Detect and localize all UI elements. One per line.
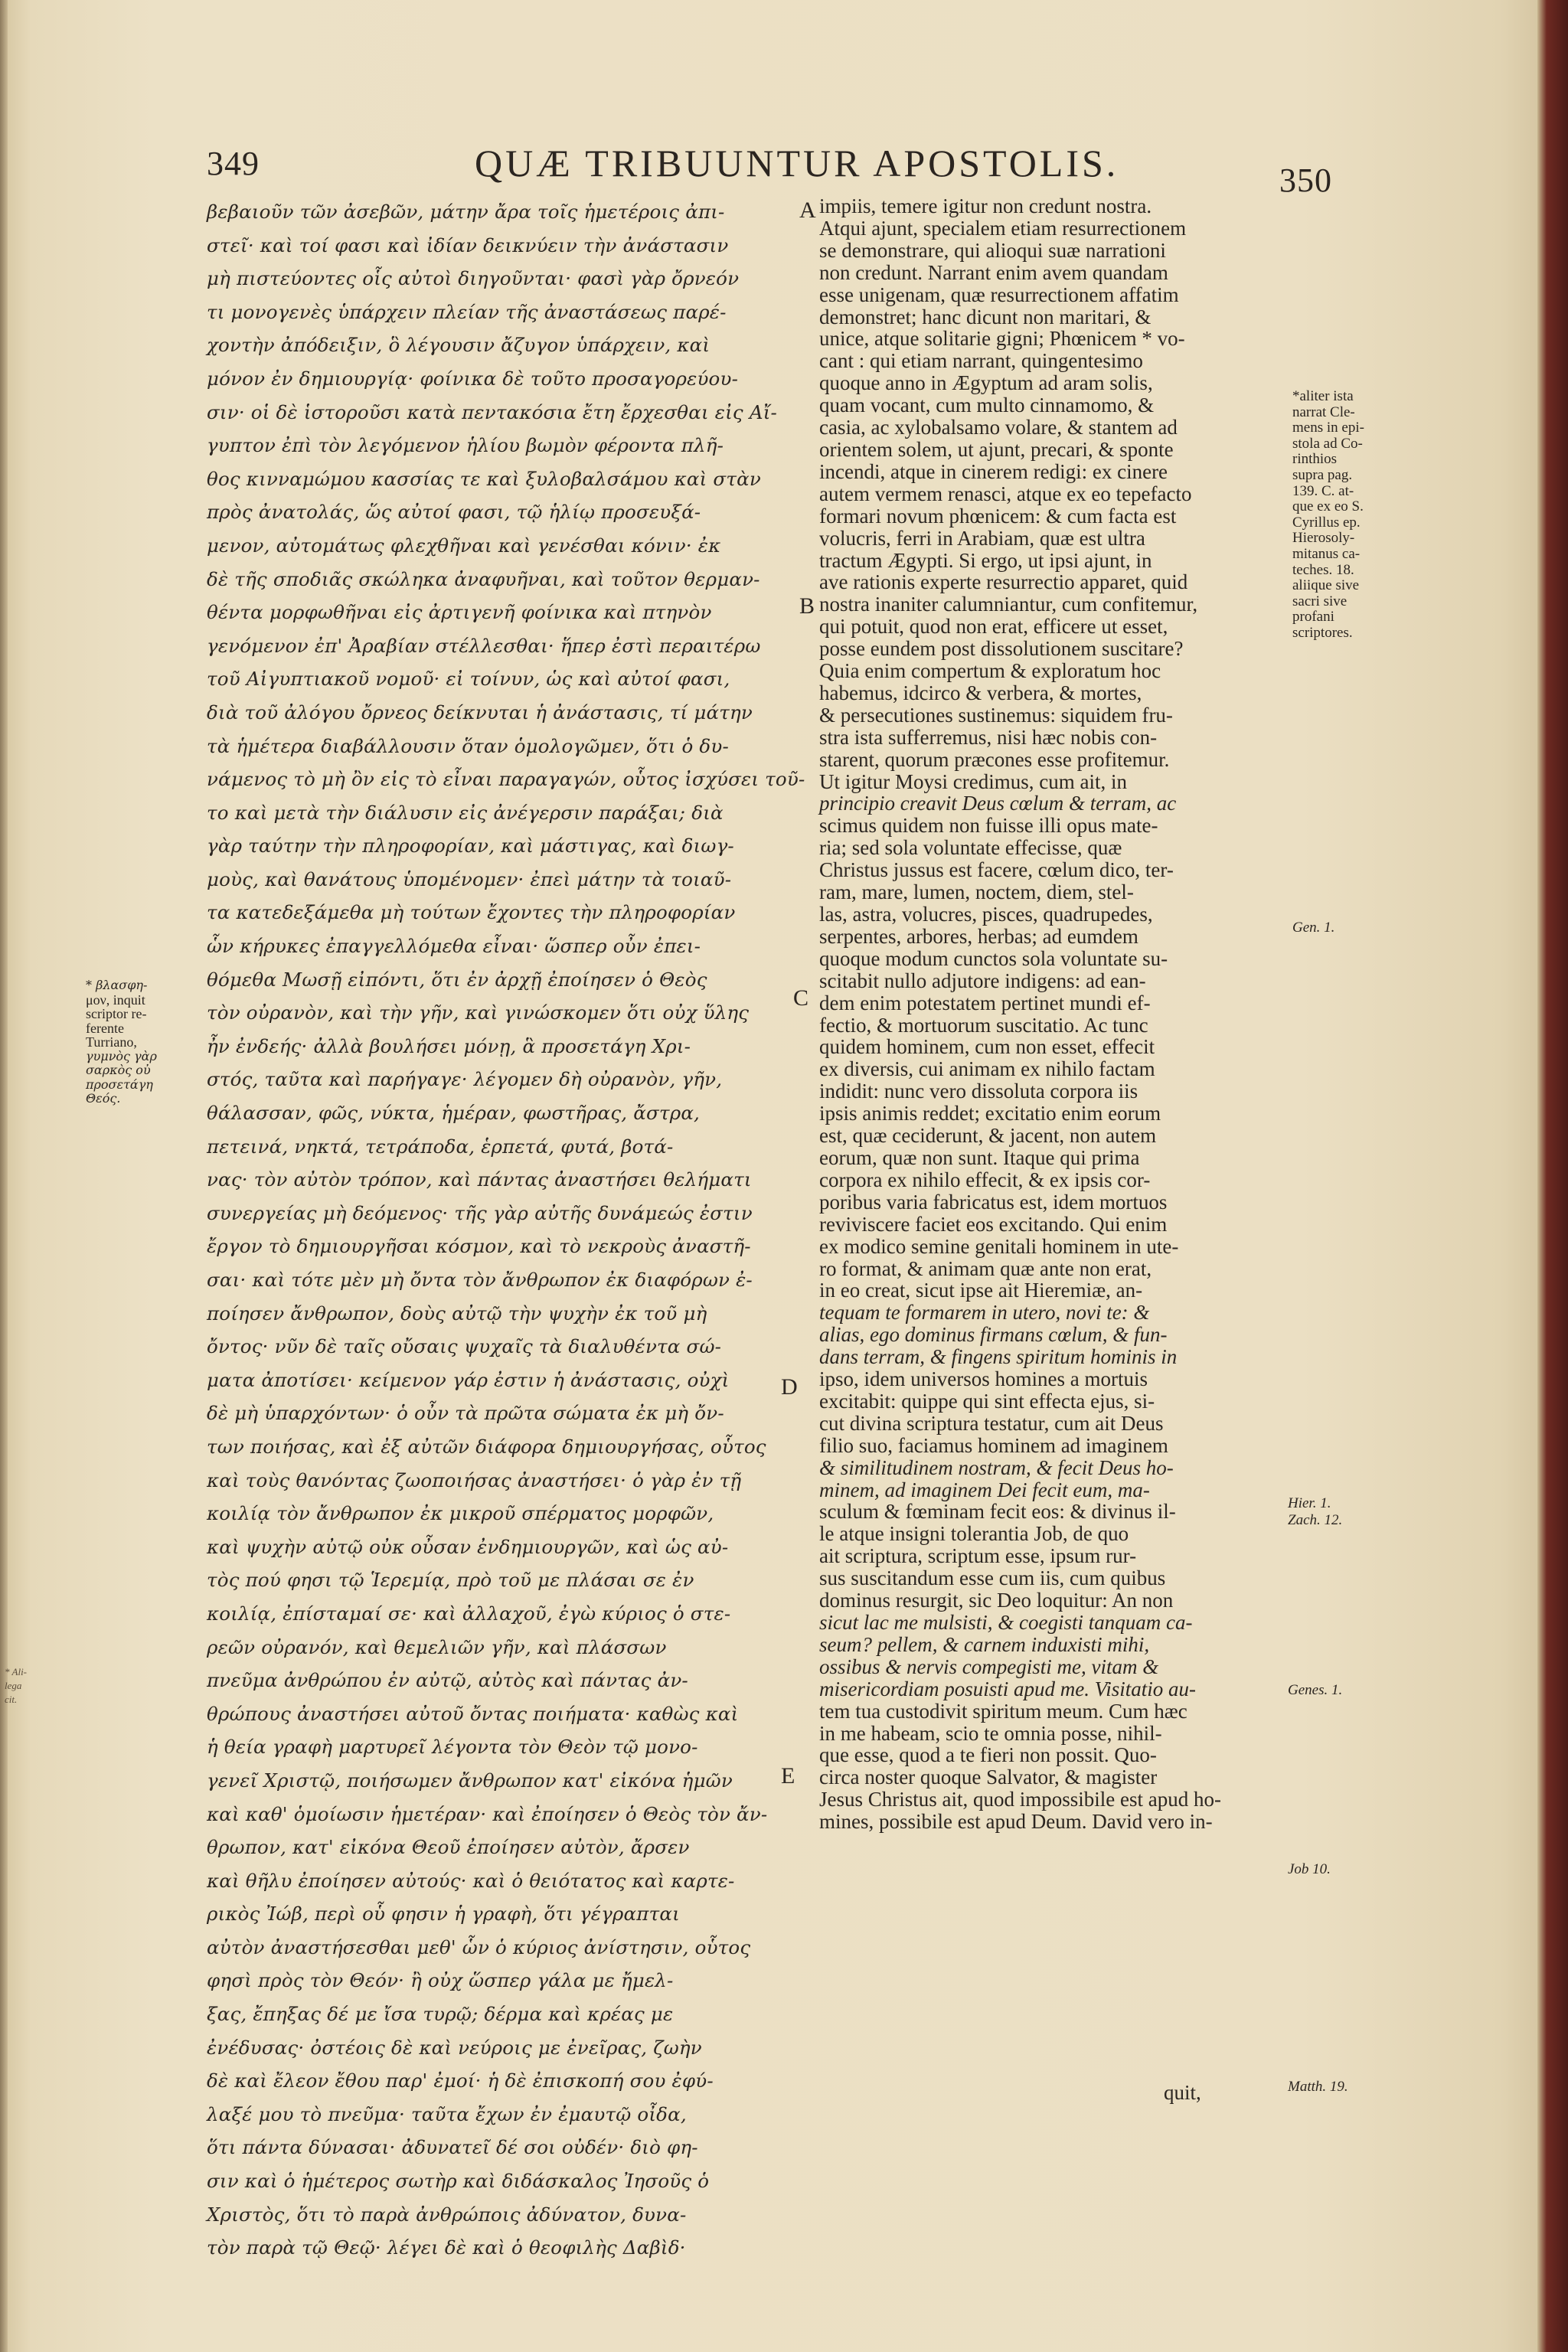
- text-line: γυμνὸς γὰρ: [86, 1048, 157, 1063]
- text-line: ρεῶν οὐρανόν, καὶ θεμελιῶν γῆν, καὶ πλάσσων: [207, 1635, 667, 1658]
- text-line: στός, ταῦτα καὶ παρήγαγε· λέγομεν δὴ οὐρανὸν, γῆν,: [207, 1068, 723, 1091]
- text-line: κοιλίᾳ, ἐπίσταμαί σε· καὶ ἀλλαχοῦ, ἐγὼ κύριος ὁ στε-: [207, 1602, 731, 1625]
- text-line: δὲ καὶ ἔλεον ἔθου παρ' ἐμοί· ἡ δὲ ἐπισκοπή σου ἐφύ-: [207, 2069, 714, 2092]
- text-line: ipso, idem universos homines a mortuis: [819, 1367, 1148, 1391]
- margin-note-right: [1292, 389, 1407, 642]
- text-line: γὰρ ταύτην τὴν πληροφορίαν, καὶ μάστιγας, καὶ διωγ-: [207, 835, 734, 858]
- text-line: Christus jussus est facere, cœlum dico, ter-: [819, 858, 1174, 882]
- text-line: tractum Ægypti. Si ergo, ut ipsi ajunt, in: [819, 548, 1152, 572]
- section-letter-b: B: [799, 593, 815, 619]
- margin-ref-zach: Zach. 12.: [1288, 1512, 1343, 1528]
- running-title: QUÆ TRIBUUNTUR APOSTOLIS.: [475, 142, 1119, 185]
- text-line: το καὶ μετὰ τὴν διάλυσιν εἰς ἀνέγερσιν παράξαι; διὰ: [207, 801, 724, 824]
- text-line: καὶ τοὺς θανόντας ζωοποιήσας ἀναστήσει· ὁ γὰρ ἐν τῇ: [207, 1468, 742, 1491]
- margin-note-edge: [5, 1665, 28, 1707]
- text-line: lega: [5, 1680, 22, 1691]
- text-line: cant : qui etiam narrant, quingentesimo: [819, 349, 1143, 373]
- text-line: reviviscere faciet eos excitando. Qui enim: [819, 1212, 1168, 1236]
- text-line: μὴ πιστεύοντες οἷς αὐτοὶ διηγοῦνται· φασὶ γὰρ ὄρνεόν: [207, 267, 740, 290]
- text-line: τοῦ Αἰγυπτιακοῦ νομοῦ· εἰ τοίνυν, ὡς καὶ αὐτοί φασι,: [207, 668, 730, 691]
- page-number-left: 349: [207, 145, 260, 182]
- text-line: excitabit: quippe qui sint effecta ejus, si-: [819, 1389, 1155, 1413]
- text-line: casia, ac xylobalsamo volare, & stantem ad: [819, 416, 1178, 439]
- text-line: * βλασφη-: [86, 978, 148, 992]
- text-line: διὰ τοῦ ἀλόγου ὄρνεος δείκνυται ἡ ἀνάστασις, τί μάτην: [207, 701, 753, 724]
- text-line: νας· τὸν αὐτὸν τρόπον, καὶ πάντας ἀναστήσει θελήματι: [207, 1168, 752, 1191]
- text-line: mitanus ca-: [1292, 545, 1361, 562]
- margin-ref-genes: Genes. 1.: [1288, 1682, 1343, 1698]
- text-line: indidit: nunc vero dissoluta corpora iis: [819, 1080, 1138, 1103]
- margin-ref-hier: Hier. 1.: [1288, 1495, 1331, 1511]
- text-line: Ut igitur Moysi credimus, cum ait, in: [819, 769, 1127, 793]
- text-line: teches. 18.: [1292, 561, 1354, 578]
- margin-ref-matth: Matth. 19.: [1288, 2079, 1348, 2095]
- page-header: [207, 138, 1332, 199]
- text-line: stra ista sufferremus, nisi hæc nobis con-: [819, 725, 1158, 749]
- text-line: tequam te formarem in utero, novi te: &: [819, 1301, 1150, 1325]
- text-line: esse unigenam, quæ resurrectionem affatim: [819, 283, 1179, 306]
- text-line: σιν· οἱ δὲ ἱστοροῦσι κατὰ πεντακόσια ἔτη ἔρχεσθαι εἰς Αἴ-: [207, 400, 778, 423]
- text-line: quoque anno in Ægyptum ad aram solis,: [819, 371, 1153, 395]
- latin-text-column: [819, 195, 1282, 2247]
- text-line: cit.: [5, 1694, 18, 1705]
- text-line: μόνον ἐν δημιουργίᾳ· φοίνικα δὲ τοῦτο προσαγορεύου-: [207, 367, 739, 390]
- text-line: τὸς πού φησι τῷ Ἱερεμίᾳ, πρὸ τοῦ με πλάσαι σε ἐν: [207, 1569, 694, 1592]
- margin-ref-gen: Gen. 1.: [1292, 920, 1335, 936]
- text-line: eorum, quæ non sunt. Itaque qui prima: [819, 1145, 1140, 1169]
- text-line: ria; sed sola voluntate effecisse, quæ: [819, 836, 1122, 860]
- text-line: unice, atque solitarie gigni; Phœnicem * vo-: [819, 327, 1185, 351]
- text-line: rinthios: [1292, 451, 1338, 468]
- text-line: τὸν παρὰ τῷ Θεῷ· λέγει δὲ καὶ ὁ θεοφιλὴς Δαβὶδ·: [207, 2236, 686, 2259]
- text-line: in eo creat, sicut ipse ait Hieremiæ, an-: [819, 1279, 1143, 1302]
- text-line: Cyrillus ep.: [1292, 514, 1361, 531]
- text-line: sculum & fœminam fecit eos: & divinus il-: [819, 1500, 1176, 1524]
- text-line: starent, quorum præcones esse profitemur.: [819, 747, 1170, 771]
- text-line: cut divina scriptura testatur, cum ait Deus: [819, 1411, 1164, 1435]
- text-line: σαι· καὶ τότε μὲν μὴ ὄντα τὸν ἄνθρωπον ἐκ διαφόρων ἐ-: [207, 1269, 753, 1291]
- binding-left-edge: [0, 0, 8, 2352]
- margin-note-left: [86, 978, 201, 1106]
- text-line: scriptor re-: [86, 1006, 147, 1021]
- text-line: καὶ ψυχὴν αὐτῷ οὐκ οὖσαν ἐνδημιουργῶν, καὶ ὡς αὐ-: [207, 1535, 729, 1558]
- text-line: alias, ego dominus firmans cœlum, & fun-: [819, 1323, 1168, 1347]
- text-line: formari novum phœnicem: & cum facta est: [819, 504, 1177, 528]
- text-line: ἔργον τὸ δημιουργῆσαι κόσμον, καὶ τὸ νεκροὺς ἀναστῆ-: [207, 1235, 751, 1258]
- text-line: quoque modum cunctos sola voluntate su-: [819, 946, 1168, 970]
- text-line: θρώπους ἀναστήσει αὐτοῦ ὄντας ποιήματα· καθὼς καὶ: [207, 1702, 739, 1725]
- text-line: ro format, & animam quæ ante non erat,: [819, 1256, 1152, 1280]
- text-line: καὶ θῆλυ ἐποίησεν αὐτούς· καὶ ὁ θειότατος καὶ καρτε-: [207, 1869, 735, 1892]
- text-line: Θεός.: [86, 1091, 121, 1106]
- section-letter-d: D: [781, 1374, 798, 1400]
- text-line: γενεῖ Χριστῷ, ποιήσωμεν ἄνθρωπον κατ' εἰκόνα ἡμῶν: [207, 1769, 733, 1792]
- text-line: las, astra, volucres, pisces, quadrupedes,: [819, 903, 1153, 926]
- text-line: μοὺς, καὶ θανάτους ὑπομένομεν· ἐπεὶ μάτην τὰ τοιαῦ-: [207, 867, 732, 890]
- text-line: προσετάγη: [86, 1076, 153, 1092]
- text-line: Jesus Christus ait, quod impossibile est apud ho-: [819, 1788, 1221, 1811]
- text-line: μον, inquit: [86, 991, 145, 1008]
- text-line: seum? pellem, & carnem induxisti mihi,: [819, 1632, 1150, 1656]
- text-line: δὲ τῆς σποδιᾶς σκώληκα ἀναφυῆναι, καὶ τοῦτον θερμαν-: [207, 567, 760, 590]
- text-line: sicut lac me mulsisti, & coegisti tanquam ca-: [819, 1611, 1193, 1634]
- text-line: circa noster quoque Salvator, & magister: [819, 1766, 1158, 1789]
- text-line: quidem hominem, cum non esset, effecit: [819, 1035, 1155, 1059]
- text-line: Atqui ajunt, specialem etiam resurrectionem: [819, 216, 1187, 240]
- text-line: aliique sive: [1292, 577, 1360, 594]
- text-line: narrat Cle-: [1292, 403, 1355, 420]
- text-line: ex diversis, cui animam ex nihilo factam: [819, 1057, 1155, 1081]
- text-line: tem tua custodivit spiritum meum. Cum hæc: [819, 1699, 1187, 1723]
- text-line: stola ad Co-: [1292, 435, 1363, 452]
- text-line: 139. C. at-: [1292, 482, 1354, 499]
- text-line: volucris, ferri in Arabiam, quæ est ultra: [819, 526, 1145, 550]
- text-line: σιν καὶ ὁ ἡμέτερος σωτὴρ καὶ διδάσκαλος Ἰησοῦς ὁ: [207, 2170, 710, 2193]
- text-line: κοιλίᾳ τὸν ἄνθρωπον ἐκ μικροῦ σπέρματος μορφῶν,: [207, 1502, 714, 1525]
- text-line: scimus quidem non fuisse illi opus mate-: [819, 814, 1158, 838]
- text-line: que esse, quod a te fieri non possit. Quo-: [819, 1743, 1157, 1767]
- text-line: orientem solem, ut ajunt, precari, & sponte: [819, 437, 1174, 461]
- text-line: & similitudinem nostram, & fecit Deus ho-: [819, 1455, 1174, 1479]
- text-line: qui potuit, quod non erat, efficere ut esset,: [819, 615, 1168, 639]
- text-line: θρωπον, κατ' εἰκόνα Θεοῦ ἐποίησεν αὐτὸν, ἄρσεν: [207, 1836, 690, 1859]
- text-line: νάμενος τὸ μὴ ὂν εἰς τὸ εἶναι παραγαγών, οὗτος ἰσχύσει τοῦ-: [207, 768, 805, 791]
- text-line: profani: [1292, 609, 1334, 626]
- section-letter-a: A: [799, 198, 816, 223]
- text-line: ait scriptura, scriptum esse, ipsum rur-: [819, 1544, 1137, 1568]
- text-line: γενόμενον ἐπ' Ἀραβίαν στέλλεσθαι· ἥπερ ἐστὶ περαιτέρω: [207, 634, 761, 657]
- text-line: φησὶ πρὸς τὸν Θεόν· ἢ οὐχ ὥσπερ γάλα με ἤμελ-: [207, 1969, 674, 1992]
- text-line: Turriano,: [86, 1034, 137, 1050]
- text-line: χοντὴν ἀπόδειξιν, ὃ λέγουσιν ἄζυγον ὑπάρχειν, καὶ: [207, 334, 710, 357]
- text-line: & persecutiones sustinemus: siquidem fru-: [819, 703, 1173, 727]
- text-line: misericordiam posuisti apud me. Visitatio au-: [819, 1677, 1196, 1700]
- text-line: quam vocant, cum multo cinnamomo, &: [819, 394, 1155, 417]
- text-line: nostra inaniter calumniantur, cum confitemur,: [819, 593, 1198, 616]
- text-line: θάλασσαν, φῶς, νύκτα, ἡμέραν, φωστῆρας, ἄστρα,: [207, 1102, 701, 1125]
- catchword: quit,: [1164, 2081, 1201, 2104]
- text-line: ὅτι πάντα δύνασαι· ἀδυνατεῖ δέ σοι οὐδέν· διὸ φη-: [207, 2136, 698, 2159]
- text-line: dans terram, & fingens spiritum hominis in: [819, 1345, 1178, 1369]
- text-line: τι μονογενὲς ὑπάρχειν πλείαν τῆς ἀναστάσεως παρέ-: [207, 300, 727, 323]
- text-line: ποίησεν ἄνθρωπον, δοὺς αὐτῷ τὴν ψυχὴν ἐκ τοῦ μὴ: [207, 1302, 707, 1325]
- text-line: ὄντος· νῦν δὲ ταῖς οὔσαις ψυχαῖς τὰ διαλυθέντα σώ-: [207, 1335, 722, 1358]
- text-line: πνεῦμα ἀνθρώπου ἐν αὐτῷ, αὐτὸς καὶ πάντας ἀν-: [207, 1669, 688, 1692]
- text-line: στεῖ· καὶ τοί φασι καὶ ἰδίαν δεικνύειν τὴν ἀνάστασιν: [207, 234, 729, 256]
- text-line: incendi, atque in cinerem redigi: ex cinere: [819, 459, 1168, 483]
- text-line: ferente: [86, 1020, 124, 1036]
- greek-text-column: [207, 195, 805, 2259]
- text-line: ματα ἀποτίσει· κείμενον γάρ ἐστιν ἡ ἀνάστασις, οὐχὶ: [207, 1368, 730, 1391]
- text-line: ἡ θεία γραφὴ μαρτυρεῖ λέγοντα τὸν Θεὸν τῷ μονο-: [207, 1736, 698, 1759]
- text-line: est, quæ ceciderunt, & jacent, non autem: [819, 1124, 1157, 1148]
- page-number-right: 350: [1279, 162, 1332, 199]
- text-line: τὰ ἡμέτερα διαβάλλουσιν ὅταν ὁμολογῶμεν, ὅτι ὁ δυ-: [207, 734, 729, 757]
- section-letter-c: C: [793, 985, 809, 1011]
- text-line: dem enim potestatem pertinet mundi ef-: [819, 991, 1151, 1014]
- text-line: τα κατεδεξάμεθα μὴ τούτων ἔχοντες τὴν πληροφορίαν: [207, 901, 736, 924]
- text-line: filio suo, faciamus hominem ad imaginem: [819, 1433, 1168, 1457]
- text-line: Hierosoly-: [1292, 530, 1355, 547]
- text-line: * Ali-: [5, 1666, 28, 1677]
- text-line: ἐνέδυσας· ὀστέοις δὲ καὶ νεύροις με ἐνεῖρας, ζωὴν: [207, 2036, 702, 2059]
- text-line: ex modico semine genitali hominem in ute-: [819, 1234, 1179, 1258]
- margin-ref-job: Job 10.: [1288, 1861, 1331, 1877]
- text-line: sacri sive: [1292, 593, 1348, 609]
- text-line: Quia enim compertum & exploratum hoc: [819, 659, 1161, 683]
- text-line: poribus varia fabricatus est, idem mortuos: [819, 1190, 1168, 1214]
- text-line: ave rationis experte resurrectio apparet, quid: [819, 570, 1188, 594]
- text-line: των ποιήσας, καὶ ἐξ αὐτῶν διάφορα δημιουργήσας, οὗτος: [207, 1435, 766, 1458]
- text-line: le atque insigni tolerantia Job, de quo: [819, 1522, 1129, 1546]
- text-line: *aliter ista: [1292, 388, 1354, 404]
- text-line: λαξέ μου τὸ πνεῦμα· ταῦτα ἔχων ἐν ἐμαυτῷ οἶδα,: [207, 2102, 687, 2125]
- text-line: que ex eo S.: [1292, 498, 1364, 515]
- text-line: impiis, temere igitur non credunt nostra.: [819, 194, 1152, 217]
- text-line: τὸν οὐρανὸν, καὶ τὴν γῆν, καὶ γινώσκομεν ὅτι οὐχ ὕλης: [207, 1001, 750, 1024]
- text-line: scriptores.: [1292, 624, 1353, 641]
- text-line: demonstret; hanc dicunt non maritari, &: [819, 305, 1152, 328]
- text-line: ὧν κήρυκες ἐπαγγελλόμεθα εἶναι· ὥσπερ οὖν ἐπει-: [207, 935, 701, 958]
- text-line: ρικὸς Ἰώβ, περὶ οὗ φησιν ἡ γραφὴ, ὅτι γέγραπται: [207, 1903, 680, 1926]
- text-line: mens in epi-: [1292, 420, 1364, 436]
- section-letter-e: E: [781, 1763, 795, 1788]
- text-line: μενον, αὐτομάτως φλεχθῆναι καὶ γενέσθαι κόνιν· ἐκ: [207, 534, 721, 557]
- text-line: in me habeam, scio te omnia posse, nihil-: [819, 1721, 1162, 1745]
- text-line: συνεργείας μὴ δεόμενος· τῆς γὰρ αὐτῆς δυνάμεώς ἐστιν: [207, 1201, 753, 1224]
- text-line: πρὸς ἀνατολάς, ὥς αὐτοί φασι, τῷ ἡλίῳ προσευξά-: [207, 501, 701, 524]
- text-line: minem, ad imaginem Dei fecit eum, ma-: [819, 1478, 1150, 1501]
- text-line: habemus, idcirco & verbera, & mortes,: [819, 681, 1142, 704]
- text-line: θος κινναμώμου κασσίας τε καὶ ξυλοβαλσάμου καὶ στὰν: [207, 467, 761, 490]
- text-line: supra pag.: [1292, 466, 1353, 483]
- text-line: scitabit nullo adjutore indigens: ad ean-: [819, 969, 1146, 992]
- text-line: θέντα μορφωθῆναι εἰς ἀρτιγενῆ φοίνικα καὶ πτηνὸν: [207, 601, 712, 624]
- text-line: se demonstrare, qui alioqui suæ narrationi: [819, 238, 1166, 262]
- text-line: πετεινά, νηκτά, τετράποδα, ἑρπετά, φυτά, βοτά-: [207, 1135, 674, 1158]
- text-line: fectio, & mortuorum suscitatio. Ac tunc: [819, 1013, 1148, 1037]
- text-line: mines, possibile est apud Deum. David vero in-: [819, 1810, 1213, 1834]
- text-line: ipsis animis reddet; excitatio enim eorum: [819, 1102, 1161, 1125]
- text-line: δὲ μὴ ὑπαρχόντων· ὁ οὖν τὰ πρῶτα σώματα ἐκ μὴ ὄν-: [207, 1402, 724, 1425]
- text-line: dominus resurgit, sic Deo loquitur: An non: [819, 1589, 1174, 1612]
- text-line: sus suscitandum esse cum iis, cum quibus: [819, 1566, 1166, 1590]
- text-line: principio creavit Deus cœlum & terram, ac: [819, 792, 1177, 815]
- text-line: γυπτον ἐπὶ τὸν λεγόμενον ἡλίου βωμὸν φέροντα πλῆ-: [207, 434, 724, 457]
- text-line: ram, mare, lumen, noctem, diem, stel-: [819, 880, 1134, 904]
- text-line: ξας, ἔπηξας δέ με ἴσα τυρῷ; δέρμα καὶ κρέας με: [207, 2003, 674, 2026]
- text-line: καὶ καθ' ὁμοίωσιν ἡμετέραν· καὶ ἐποίησεν ὁ Θεὸς τὸν ἄν-: [207, 1802, 768, 1825]
- text-line: non credunt. Narrant enim avem quandam: [819, 260, 1168, 284]
- text-line: αὐτὸν ἀναστήσεσθαι μεθ' ὧν ὁ κύριος ἀνίστησιν, οὗτος: [207, 1936, 751, 1958]
- text-line: ossibus & nervis compegisti me, vitam &: [819, 1655, 1159, 1678]
- text-line: ἦν ἐνδεής· ἀλλὰ βουλήσει μόνῃ, ἃ προσετάγη Χρι-: [207, 1034, 691, 1057]
- text-line: Χριστὸς, ὅτι τὸ παρὰ ἀνθρώποις ἀδύνατον, δυνα-: [207, 2203, 687, 2226]
- text-line: βεβαιοῦν τῶν ἀσεβῶν, μάτην ἄρα τοῖς ἡμετέροις ἀπι-: [207, 201, 725, 223]
- text-line: serpentes, arbores, herbas; ad eumdem: [819, 924, 1138, 948]
- text-line: θόμεθα Μωσῇ εἰπόντι, ὅτι ἐν ἀρχῇ ἐποίησεν ὁ Θεὸς: [207, 968, 707, 991]
- text-line: posse eundem post dissolutionem suscitare?: [819, 637, 1184, 661]
- binding-right-cover: [1537, 0, 1568, 2352]
- text-line: σαρκὸς οὐ: [86, 1063, 151, 1077]
- text-line: corpora ex nihilo effecit, & ex ipsis cor-: [819, 1168, 1151, 1191]
- text-line: autem vermem renasci, atque ex eo tepefacto: [819, 482, 1192, 505]
